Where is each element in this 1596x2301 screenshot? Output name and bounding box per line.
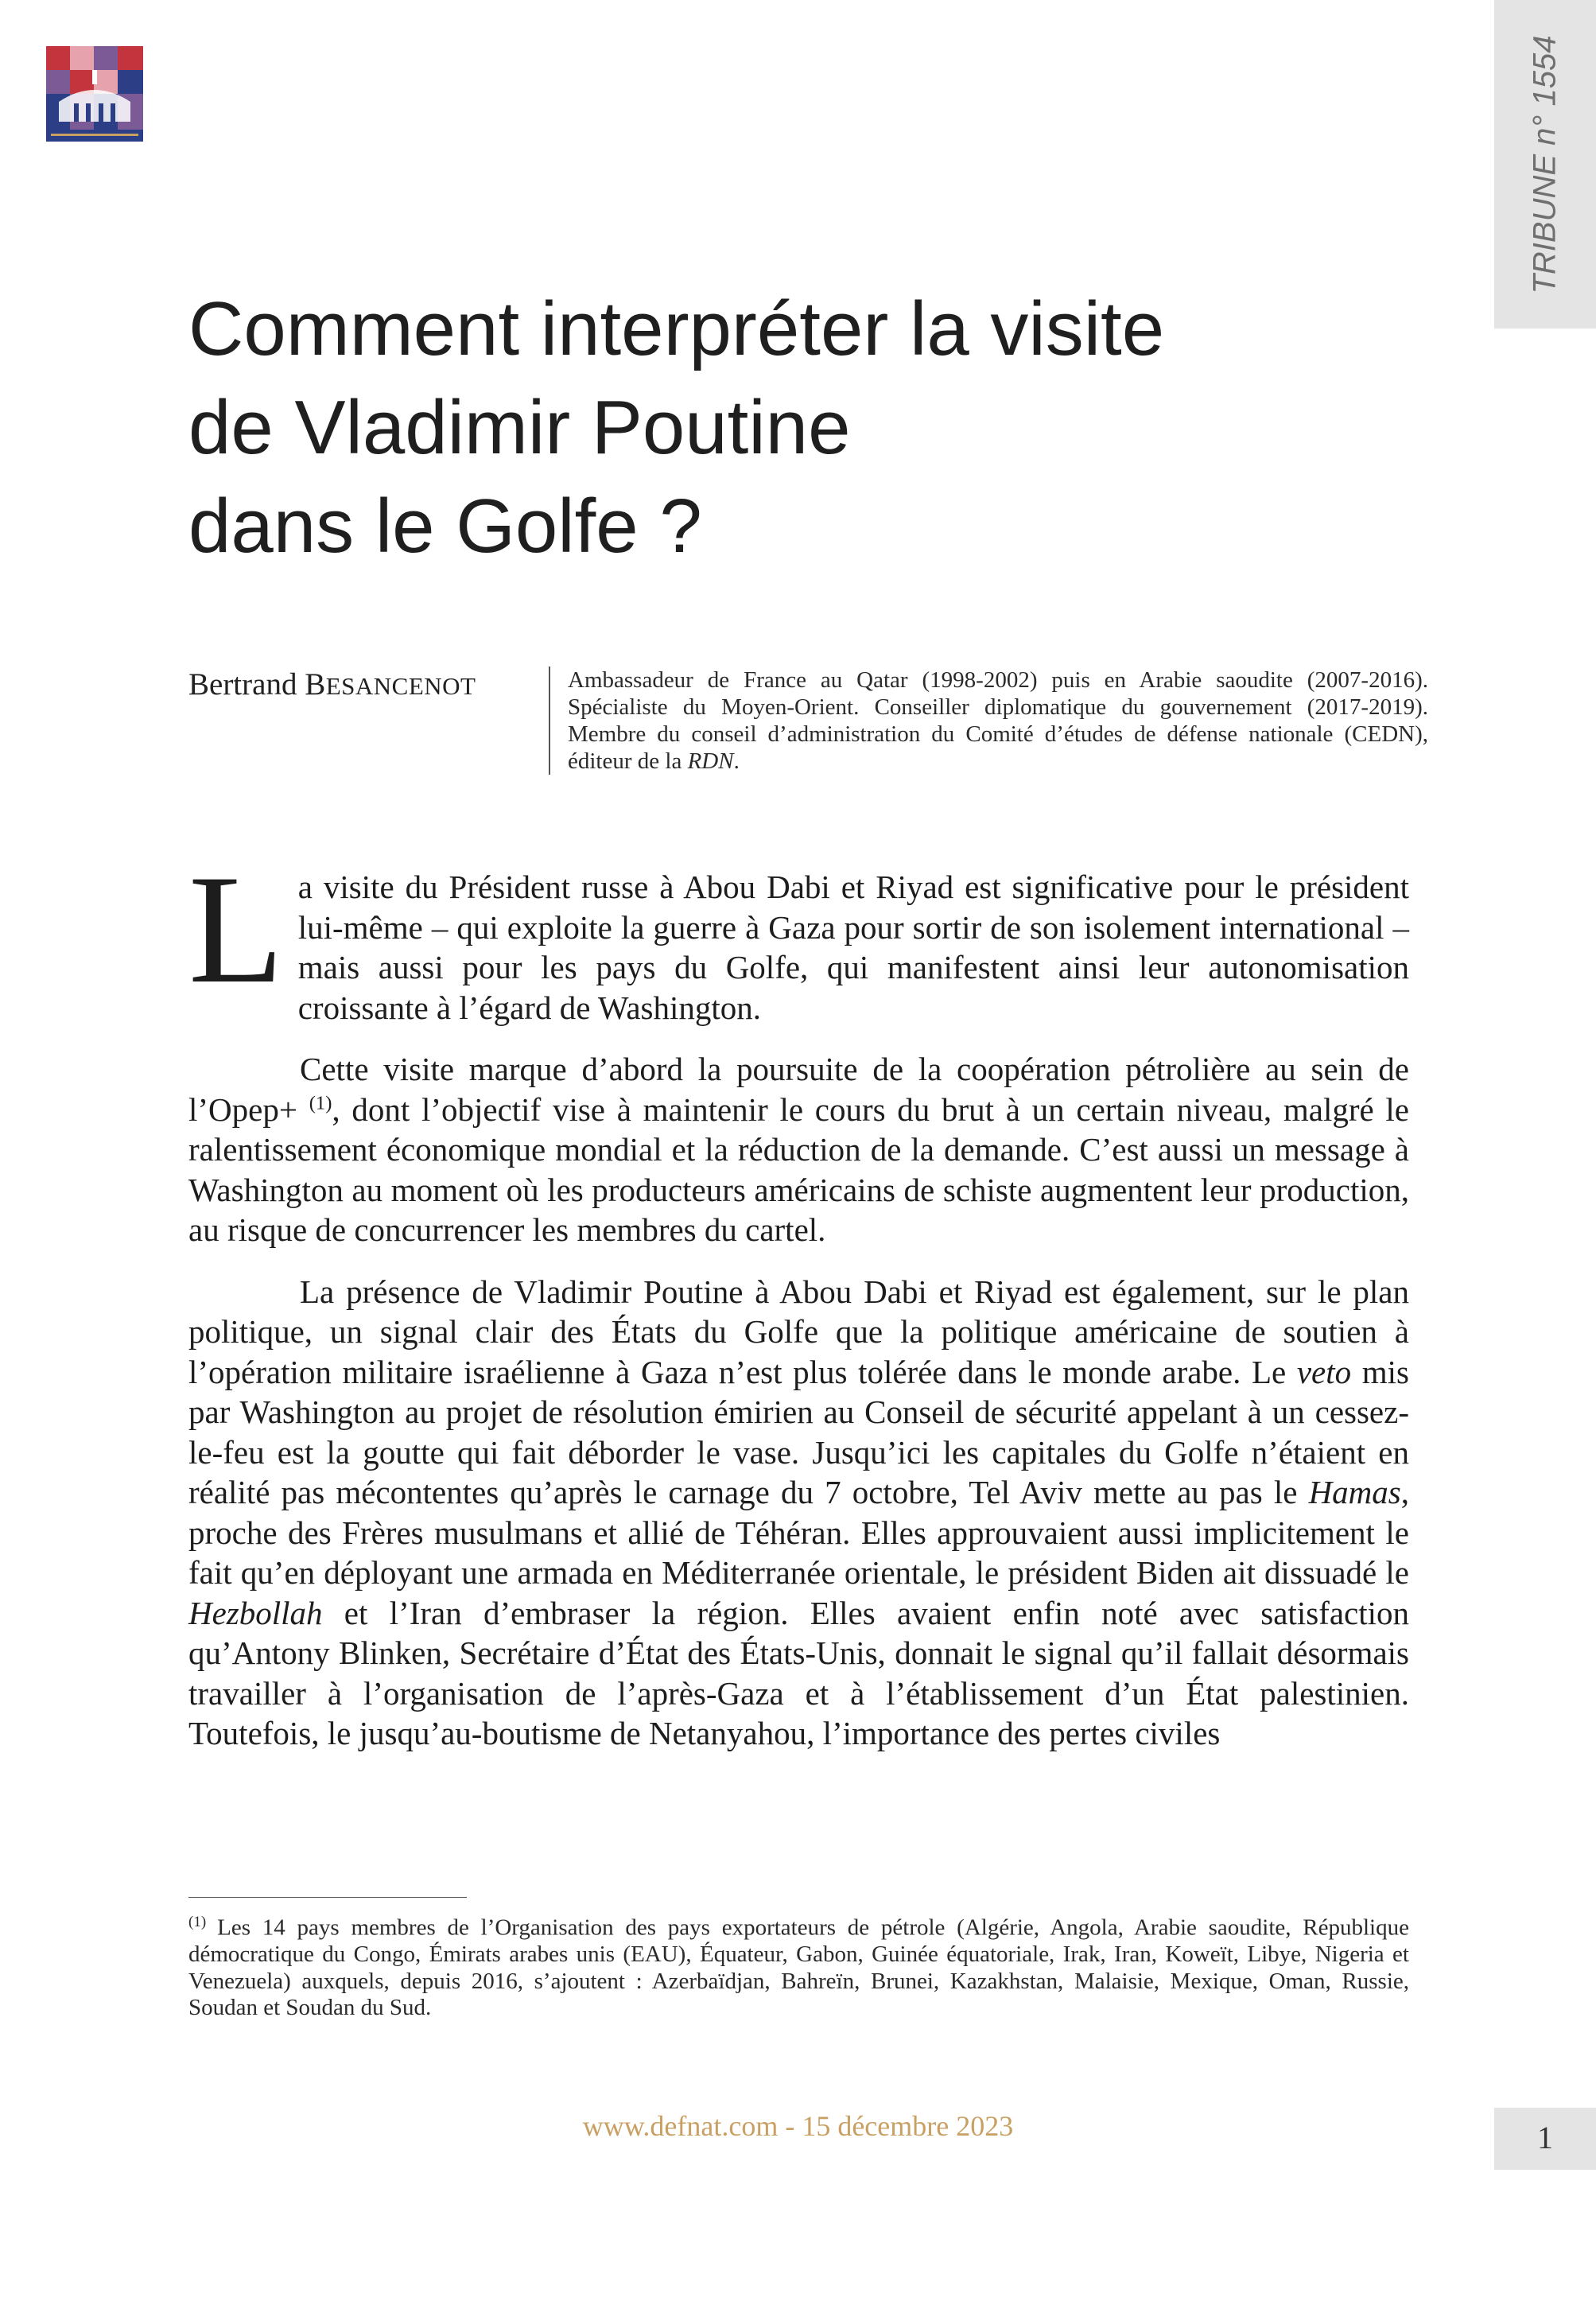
title-line: Comment interpréter la visite	[188, 286, 1165, 371]
tribune-side-tab	[1494, 0, 1596, 328]
paragraph-text: et l’Iran d’embraser la région. Elles avaient enfin noté avec satisfaction qu’Antony Blinken, Secrétaire d’État des États-Unis, donnait le signal qu’il fallait désormais travailler à l’organisation de l’après-Gaza et à l’établissement d’un État palestinien. Toutefois, le jusqu’au-boutisme de Netanyahou, l’importance des pertes civiles	[188, 1594, 1409, 1751]
author-bio-end: .	[733, 748, 740, 774]
author-bio-text: Ambassadeur de France au Qatar (1998-2002) puis en Arabie saoudite (2007-2016). Spécialiste du Moyen-Orient. Conseiller diplomatique du gouvernement (2017-2019). Membre du conseil d’administration du Comité d’études de défense nationale (CEDN), éditeur de la	[568, 667, 1428, 774]
institution-building-logo	[46, 46, 143, 142]
author-bio	[549, 667, 1428, 775]
paragraph-text: mis par Washington au projet de résolution émirien au Conseil de sécurité appelant à un cessez-le-feu est la goutte qui fait déborder le vase. Jusqu’ici les capitales du Golfe n’étaient en réalité pas mécontentes qu’après le carnage du 7 octobre, Tel Aviv mette au pas le	[188, 1353, 1409, 1510]
paragraph-text: , dont l’objectif vise à maintenir le cours du brut à un certain niveau, malgré le ralentissement économique mondial et la réduction de la demande. C’est aussi un message à Washington au moment où les producteurs américains de schiste augmentent leur production, au risque de concurrencer les membres du cartel.	[188, 1090, 1409, 1248]
article-body	[188, 843, 1409, 1775]
paragraph-politics	[188, 1272, 1409, 1754]
footer-site-date[interactable]: www.defnat.com - 15 décembre 2023	[582, 2110, 1014, 2142]
page-number: 1	[1537, 2120, 1553, 2155]
footnote	[188, 1909, 1409, 2022]
paragraph-text: La présence de Vladimir Poutine à Abou Dabi et Riyad est également, sur le plan politique, un signal clair des États du Golfe que la politique américaine de soutien à l’opération militaire israélienne à Gaza n’est plus tolérée dans le monde arabe. Le	[188, 1273, 1409, 1390]
article-title	[188, 280, 1381, 576]
footnote-divider	[188, 1897, 467, 1898]
footnote-number: (1)	[188, 1914, 207, 1930]
author-name	[188, 667, 476, 702]
paragraph-text: , proche des Frères musulmans et allié de Téhéran. Elles approuvaient aussi implicitement le fait qu’en déployant une armada en Méditerranée orientale, le président Biden ait dissuadé le	[188, 1474, 1409, 1591]
title-line: dans le Golfe ?	[188, 484, 702, 569]
italic-term: Hezbollah	[188, 1594, 323, 1631]
paragraph-opep	[188, 1049, 1409, 1250]
footnote-text: Les 14 pays membres de l’Organisation des pays exportateurs de pétrole (Algérie, Angola, Arabie saoudite, République démocratique du Congo, Émirats arabes unis (EAU), Équateur, Gabon, Guinée équatoriale, Irak, Iran, Koweït, Libye, Nigeria et Venezuela) auxquels, depuis 2016, s’ajoutent : Azerbaïdjan, Bahreïn, Brunei, Kazakhstan, Malaisie, Mexique, Oman, Russie, Soudan et Soudan du Sud.	[188, 1914, 1409, 2021]
footnote-reference[interactable]: (1)	[309, 1091, 332, 1114]
paragraph-text: a visite du Président russe à Abou Dabi et Riyad est significative pour le président lui-même – qui exploite la guerre à Gaza pour sortir de son isolement international – mais aussi pour les pays du Golfe, qui manifestent ainsi leur autonomisation croissante à l’égard de Washington.	[297, 869, 1409, 1026]
author-first-name: Bertrand	[188, 667, 297, 702]
page-number-tab	[1494, 2108, 1596, 2170]
italic-term: Hamas	[1308, 1474, 1401, 1510]
paragraph-intro	[188, 843, 1409, 1028]
author-last-name: BESANCENOT	[305, 667, 476, 702]
drop-cap: L	[188, 843, 284, 1016]
title-line: de Vladimir Poutine	[188, 385, 851, 470]
paragraph-text: Cette visite marque d’abord la poursuite de la coopération pétrolière au sein de l’Opep+	[188, 1051, 1409, 1128]
italic-term: veto	[1296, 1353, 1352, 1390]
journal-name: RDN	[687, 748, 734, 774]
tribune-number: TRIBUNE n° 1554	[1527, 34, 1563, 294]
